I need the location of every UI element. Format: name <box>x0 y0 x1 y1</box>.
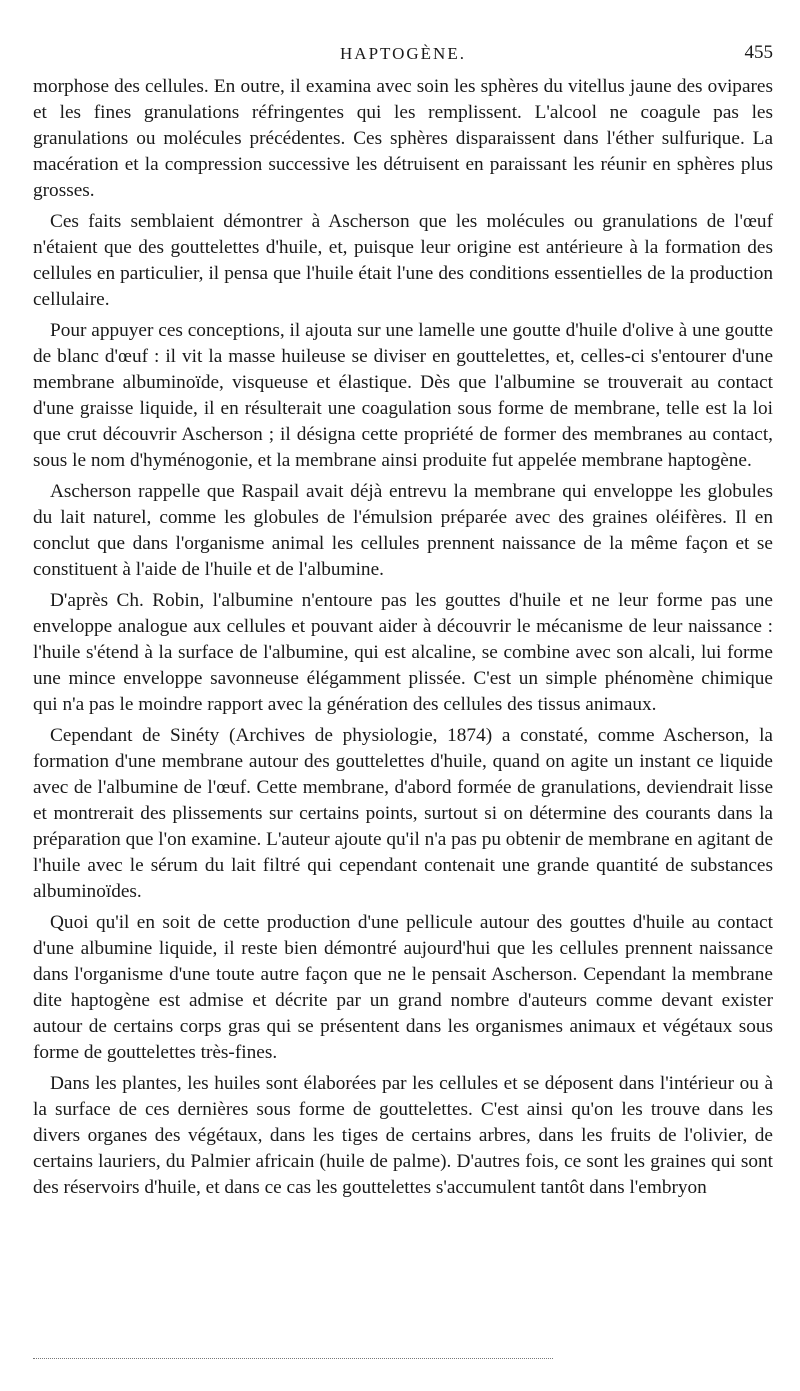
running-head <box>33 36 773 66</box>
body-text <box>33 74 773 1206</box>
paragraph: Ces faits semblaient démontrer à Ascherson que les molécules ou granulations de l'œuf n'étaient que des gouttelettes d'huile, et, puisque leur origine est antérieure à la formation des cellules en particulier, il pensa que l'huile était l'une des conditions essentielles de la production cellulaire. <box>33 211 773 310</box>
paragraph: Ascherson rappelle que Raspail avait déjà entrevu la membrane qui enveloppe les globules du lait naturel, comme les globules de l'émulsion préparée avec des graines oléifères. Il en conclut que dans l'organisme animal les cellules prennent naissance de la même façon et se constituent à l'aide de l'huile et de l'albumine. <box>33 481 773 580</box>
footer-rule <box>33 1358 553 1359</box>
paragraph: Pour appuyer ces conceptions, il ajouta sur une lamelle une goutte d'huile d'olive à une goutte de blanc d'œuf : il vit la masse huileuse se diviser en gouttelettes, et, celles-ci s'entourer d'une membrane albuminoïde, visqueuse et élastique. Dès que l'albumine se trouverait au contact d'une graisse liquide, il en résulterait une coagulation sous forme de membrane, telle est la loi que crut découvrir Ascherson ; il désigna cette propriété de former des membranes au contact, sous le nom d'hyménogonie, et la membrane ainsi produite fut appelée membrane haptogène. <box>33 320 773 471</box>
paragraph: Cependant de Sinéty (Archives de physiologie, 1874) a constaté, comme Ascherson, la formation d'une membrane autour des gouttelettes d'huile, quand on agite un instant ce liquide avec de l'albumine de l'œuf. Cette membrane, d'abord formée de granulations, deviendrait lisse et montrerait des plissements sur certains points, surtout si on détermine des courants dans la préparation que l'on examine. L'auteur ajoute qu'il n'a pas pu obtenir de membrane en agitant de l'huile avec le sérum du lait filtré qui cependant contenait une grande quantité de substances albuminoïdes. <box>33 725 773 902</box>
paragraph: morphose des cellules. En outre, il examina avec soin les sphères du vitellus jaune des ovipares et les fines granulations réfringentes qui les remplissent. L'alcool ne coagule pas les granulations ou molécules précédentes. Ces sphères disparaissent dans l'éther sulfurique. La macération et la compression successive les détruisent en paraissant les réunir en sphères plus grosses. <box>33 76 773 201</box>
running-title: HAPTOGÈNE. <box>340 44 466 63</box>
page-number: 455 <box>744 42 773 63</box>
paragraph: D'après Ch. Robin, l'albumine n'entoure pas les gouttes d'huile et ne leur forme pas une enveloppe analogue aux cellules et pouvant aider à découvrir le mécanisme de leur naissance : l'huile s'étend à la surface de l'albumine, qui est alcaline, se combine avec son alcali, lui forme une mince enveloppe savonneuse élégamment plissée. C'est un simple phénomène chimique qui n'a pas le moindre rapport avec la génération des cellules des tissus animaux. <box>33 590 773 715</box>
paragraph: Quoi qu'il en soit de cette production d'une pellicule autour des gouttes d'huile au contact d'une albumine liquide, il reste bien démontré aujourd'hui que les cellules prennent naissance dans l'organisme d'une toute autre façon que ne le pensait Ascherson. Cependant la membrane dite haptogène est admise et décrite par un grand nombre d'auteurs comme devant exister autour de certains corps gras qui se présentent dans les organismes animaux et végétaux sous forme de gouttelettes très-fines. <box>33 912 773 1063</box>
paragraph: Dans les plantes, les huiles sont élaborées par les cellules et se déposent dans l'intérieur ou à la surface de ces dernières sous forme de gouttelettes. C'est ainsi qu'on les trouve dans les divers organes des végétaux, dans les tiges de certains arbres, dans les fruits de l'olivier, de certains lauriers, du Palmier africain (huile de palme). D'autres fois, ce sont les graines qui sont des réservoirs d'huile, et dans ce cas les gouttelettes s'accumulent tantôt dans l'embryon <box>33 1073 773 1198</box>
